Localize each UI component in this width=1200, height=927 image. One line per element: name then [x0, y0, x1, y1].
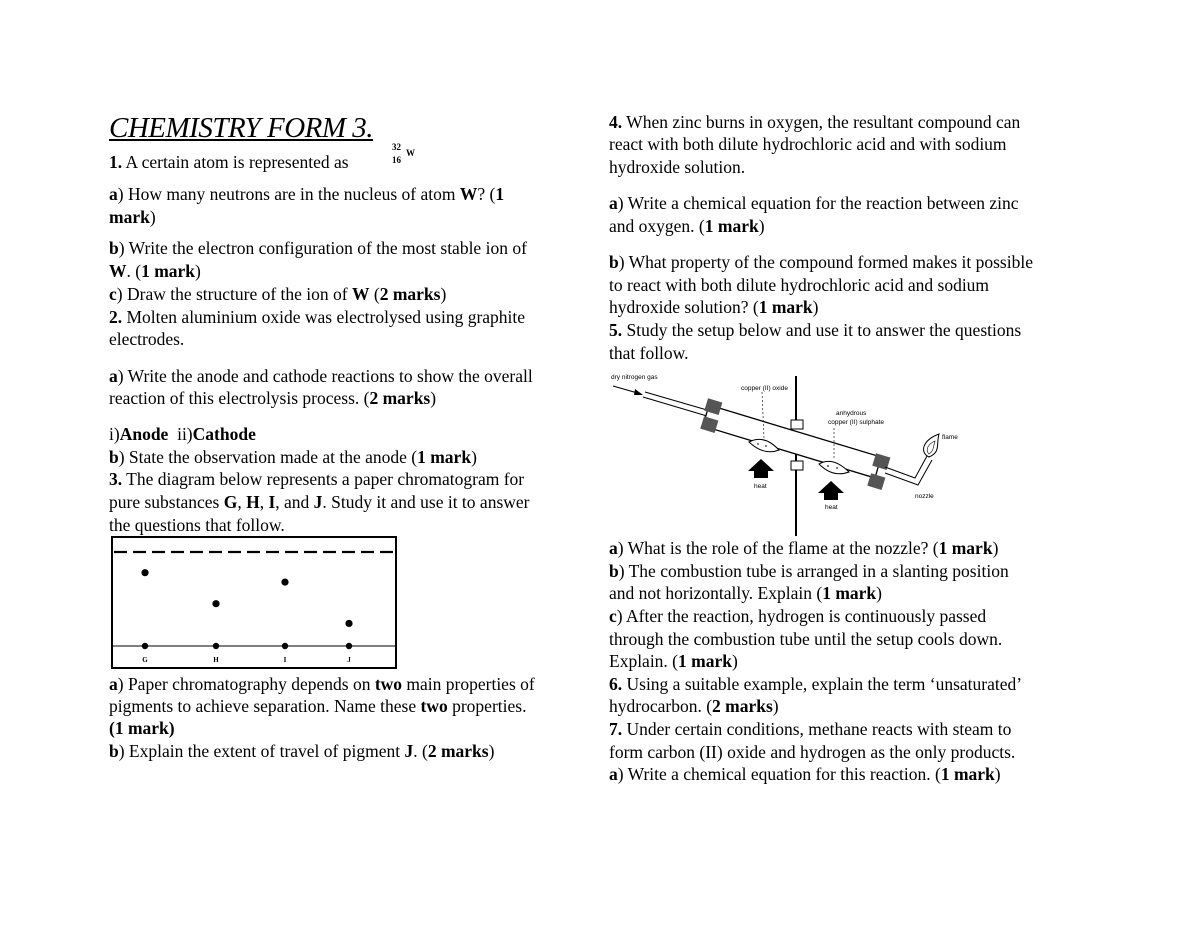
heat-arrow-2 — [818, 481, 844, 500]
q5c-line3: Explain. (1 mark) — [609, 651, 738, 671]
q4a-line1: a) Write a chemical equation for the reaction between zinc — [609, 193, 1019, 213]
q1b-line2: W. (1 mark) — [109, 261, 201, 281]
q5-line1: 5. Study the setup below and use it to answer the questions — [609, 320, 1022, 340]
pigment-spot-h — [212, 600, 219, 607]
q2-line1: 2. Molten aluminium oxide was electrolysed using graphite — [109, 307, 526, 327]
q5-line2: that follow. — [609, 343, 689, 363]
q4b-line2: to react with both dilute hydrochloric acid and sodium — [609, 275, 990, 295]
q1-element-symbol: W — [406, 148, 415, 158]
q4b-line3: hydroxide solution? (1 mark) — [609, 297, 819, 317]
q3-line3: the questions that follow. — [109, 515, 285, 535]
q1-mass-number: 32 — [392, 142, 401, 152]
q7-line2: form carbon (II) oxide and hydrogen as the only products. — [609, 742, 1016, 762]
q3a-marks: (1 mark) — [109, 718, 175, 738]
heat-arrow-1 — [748, 459, 774, 478]
q5a: a) What is the role of the flame at the nozzle? (1 mark) — [609, 538, 999, 558]
q3a-line2: pigments to achieve separation. Name these two properties. — [109, 696, 527, 716]
q5b-line1: b) The combustion tube is arranged in a slanting position — [609, 561, 1009, 581]
q4a-line2: and oxygen. (1 mark) — [609, 216, 765, 236]
heat-label-1: heat — [754, 483, 767, 490]
q1a-line1: a) How many neutrons are in the nucleus of atom W? (1 — [109, 184, 505, 204]
q7a: a) Write a chemical equation for this reaction. (1 mark) — [609, 764, 1001, 784]
pigment-spot-j — [345, 620, 352, 627]
lane-label-h: H — [213, 656, 219, 664]
combustion-tube-setup — [609, 368, 958, 538]
clamp-top — [791, 420, 803, 429]
q6-line2: hydrocarbon. (2 marks) — [609, 696, 779, 716]
q5c-line1: c) After the reaction, hydrogen is continuously passed — [609, 606, 987, 626]
q5c-line2: through the combustion tube until the setup cools down. — [609, 629, 1003, 649]
q4-line1: 4. When zinc burns in oxygen, the resultant compound can — [609, 112, 1021, 132]
q3-line1: 3. The diagram below represents a paper chromatogram for — [109, 469, 525, 489]
copper-oxide-label: copper (II) oxide — [741, 385, 788, 392]
q2a-line1: a) Write the anode and cathode reactions to show the overall — [109, 366, 533, 386]
q6-line1: 6. Using a suitable example, explain the term ‘unsaturated’ — [609, 674, 1023, 694]
q4b-line1: b) What property of the compound formed makes it possible — [609, 252, 1033, 272]
q2b: b) State the observation made at the anode (1 mark) — [109, 447, 477, 467]
anhydrous-label-1: anhydrous — [836, 410, 867, 417]
origin-spot-g — [142, 643, 148, 649]
flame-icon — [924, 434, 939, 457]
q3a-line1: a) Paper chromatography depends on two main properties of — [109, 674, 535, 694]
clamp-bottom — [791, 461, 803, 470]
q3b: b) Explain the extent of travel of pigment J. (2 marks) — [109, 741, 495, 761]
inlet-tube-bottom — [643, 397, 707, 416]
q1b-line1: b) Write the electron configuration of the most stable ion of — [109, 238, 527, 258]
origin-spot-h — [213, 643, 219, 649]
q2-line2: electrodes. — [109, 329, 185, 349]
origin-spot-i — [282, 643, 288, 649]
pigment-spot-i — [281, 578, 288, 585]
lane-label-i: I — [283, 656, 287, 664]
origin-spot-j — [346, 643, 352, 649]
q3-line2: pure substances G, H, I, and J. Study it and use it to answer — [109, 492, 530, 512]
q4-line3: hydroxide solution. — [609, 157, 746, 177]
nozzle-label: nozzle — [915, 493, 934, 500]
gas-arrowhead — [634, 389, 643, 395]
pigment-spot-g — [141, 569, 148, 576]
q1-stem: 1. A certain atom is represented as — [109, 152, 349, 172]
q2a-line2: reaction of this electrolysis process. (2 marks) — [109, 388, 437, 408]
anhydrous-label-2: copper (II) sulphate — [828, 419, 885, 426]
lane-label-j: J — [347, 656, 351, 664]
outlet-tube — [885, 456, 932, 485]
q1a-line2: mark) — [109, 207, 156, 227]
q1c: c) Draw the structure of the ion of W (2 marks) — [109, 284, 447, 304]
q7-line1: 7. Under certain conditions, methane reacts with steam to — [609, 719, 1012, 739]
heat-label-2: heat — [825, 504, 838, 511]
flame-label: flame — [942, 434, 958, 441]
q1-atomic-number: 16 — [392, 155, 401, 165]
lane-label-g: G — [142, 656, 148, 664]
q4-line2: react with both dilute hydrochloric acid and with sodium — [609, 134, 1007, 154]
chromatogram-border — [112, 537, 396, 668]
gas-label: dry nitrogen gas — [611, 374, 658, 381]
paper-chromatogram — [111, 536, 397, 669]
page-title: CHEMISTRY FORM 3. — [109, 112, 374, 144]
q2-anode-cathode: i)Anode ii)Cathode — [109, 424, 256, 444]
q5b-line2: and not horizontally. Explain (1 mark) — [609, 583, 882, 603]
